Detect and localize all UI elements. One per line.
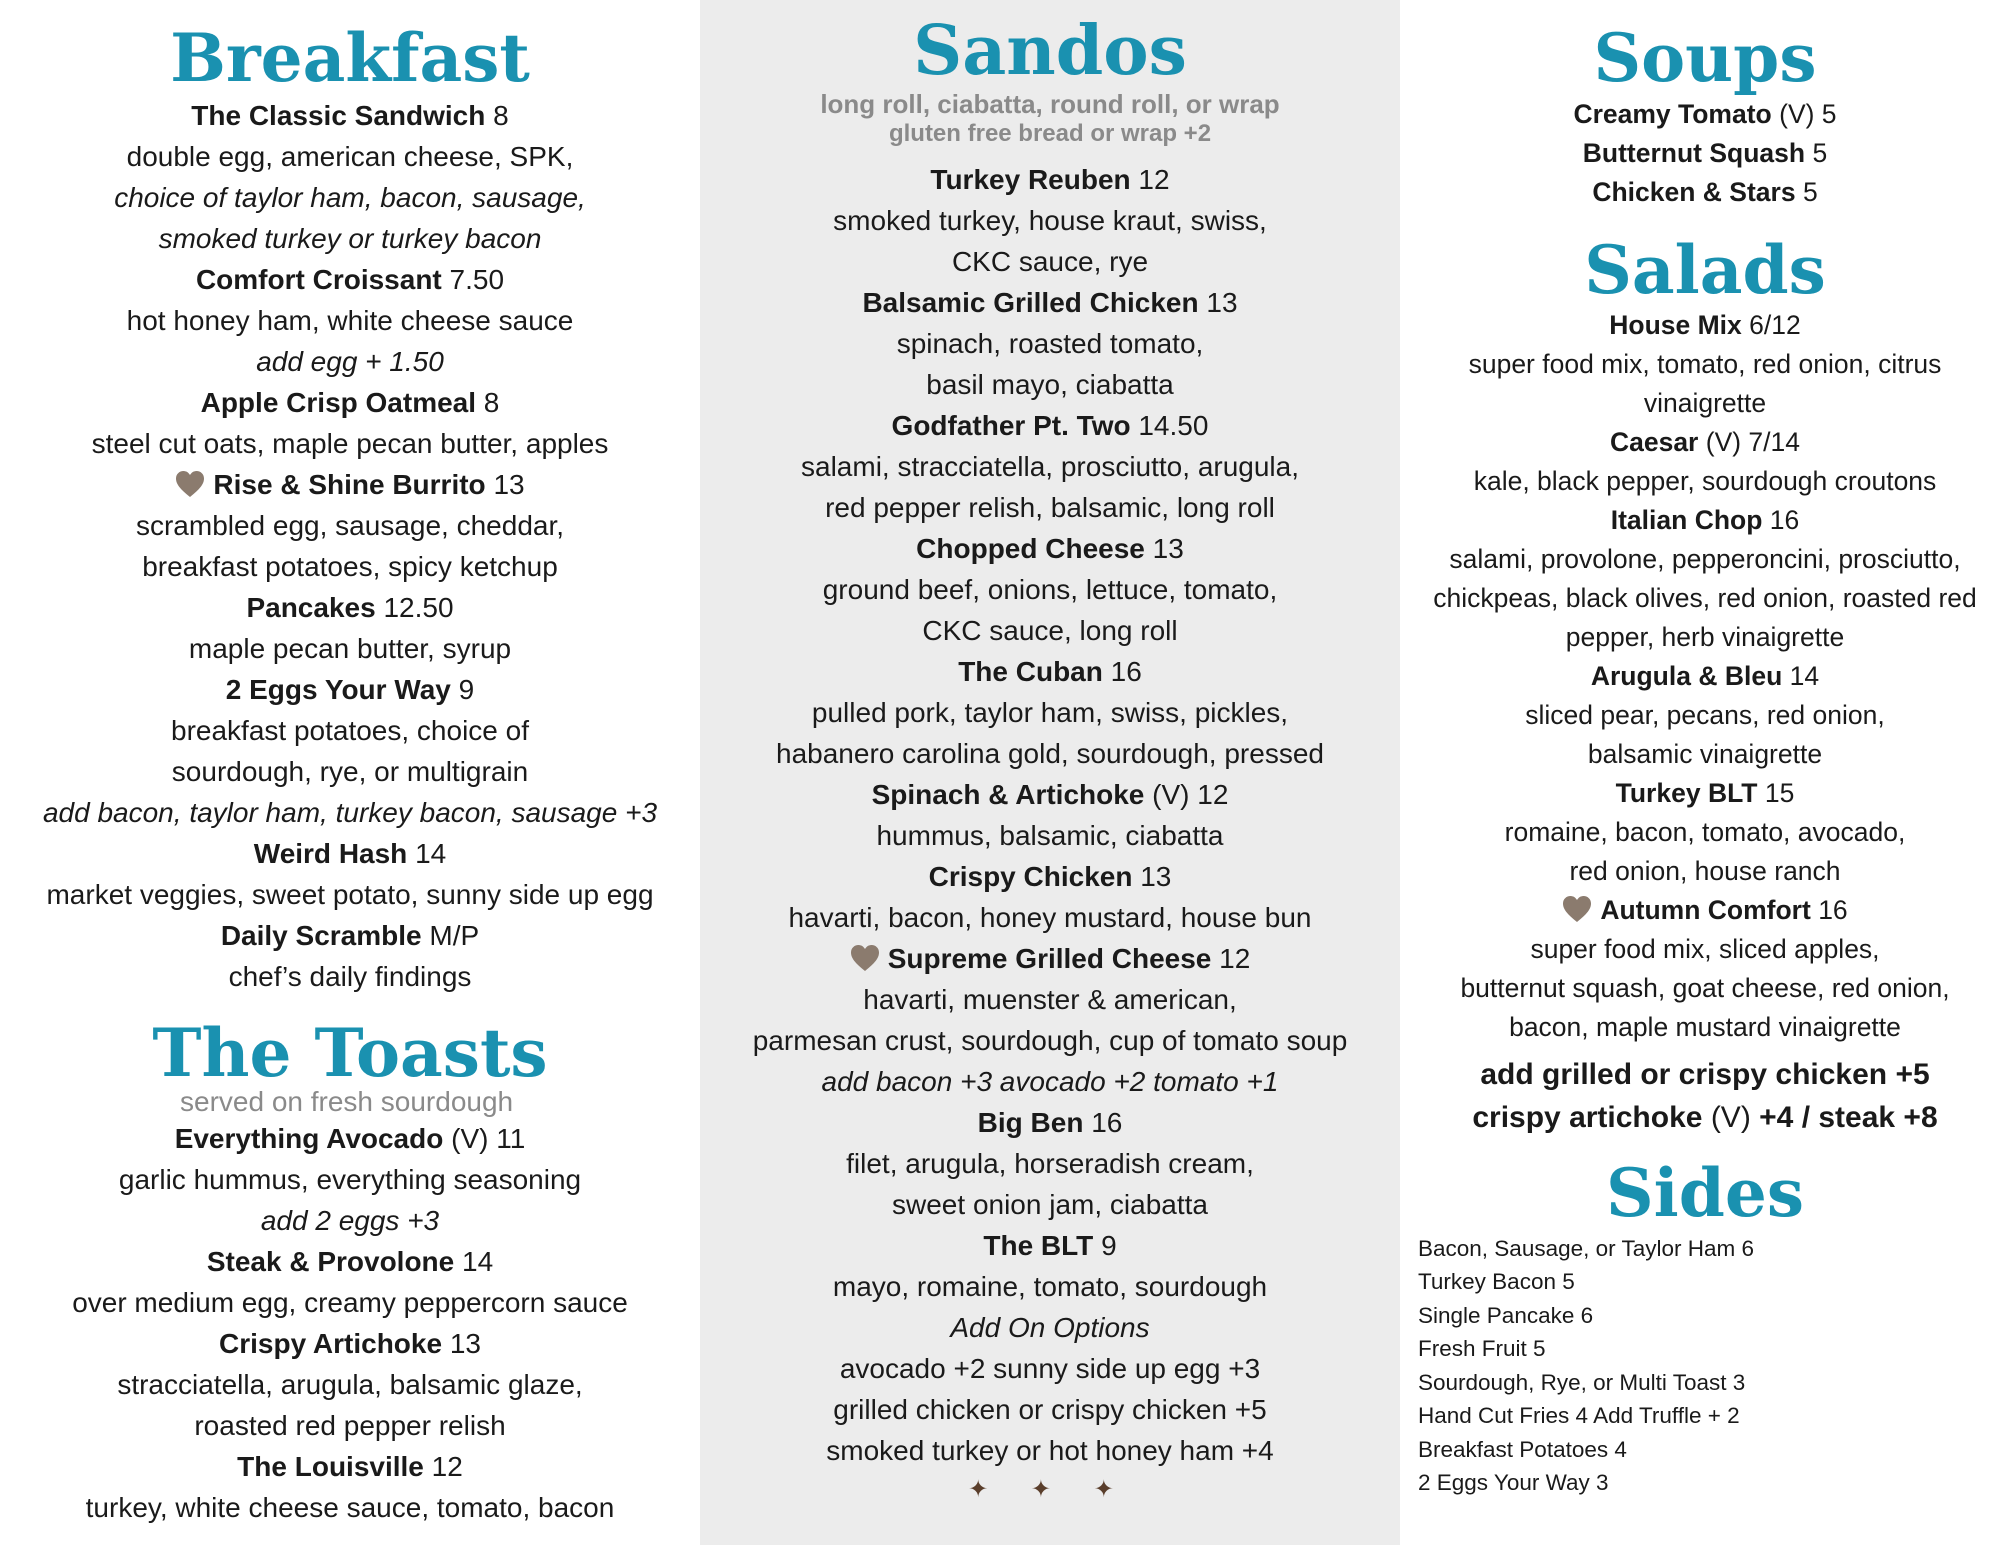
- menu-item-price: (V) 12: [1152, 778, 1229, 810]
- menu-item-description: romaine, bacon, tomato, avocado,: [1504, 817, 1906, 848]
- menu-item-price: 13: [1152, 532, 1184, 564]
- menu-item-name: Crispy Chicken: [928, 860, 1133, 892]
- sandos-gluten-free-note: gluten free bread or wrap +2: [888, 119, 1212, 147]
- menu-item-name: The BLT: [983, 1229, 1094, 1261]
- menu-item-name: Turkey Reuben: [930, 163, 1131, 195]
- menu-item-description: ground beef, onions, lettuce, tomato,: [822, 573, 1278, 605]
- menu-item-description: filet, arugula, horseradish cream,: [846, 1147, 1254, 1179]
- menu-item-price: 12: [1138, 163, 1170, 195]
- menu-item-name: Godfather Pt. Two: [891, 409, 1131, 441]
- menu-item-price: 15: [1764, 778, 1795, 809]
- menu-item-addon: choice of taylor ham, bacon, sausage,: [114, 181, 586, 213]
- menu-item-title: [1410, 423, 2000, 462]
- sandos-list: [710, 159, 1390, 1307]
- menu-item-name: The Classic Sandwich: [191, 99, 486, 131]
- menu-item-name: Pancakes: [246, 591, 376, 623]
- toasts-heading: The Toasts: [152, 1013, 548, 1092]
- menu-item-price: 8: [493, 99, 509, 131]
- menu-item-title: [710, 774, 1390, 815]
- menu-item-name: Creamy Tomato: [1573, 98, 1772, 129]
- menu-item-description: scrambled egg, sausage, cheddar,: [135, 509, 565, 541]
- menu-item-description: sweet onion jam, ciabatta: [892, 1188, 1208, 1220]
- menu-item-description: roasted red pepper relish: [194, 1409, 506, 1441]
- menu-item-name: Chicken & Stars: [1592, 176, 1796, 207]
- menu-item-price: 5: [1802, 176, 1818, 207]
- menu-item-title: [1410, 306, 2000, 345]
- menu-item-title: [10, 259, 690, 300]
- menu-item-title: [710, 651, 1390, 692]
- menu-item-name: Rise & Shine Burrito: [213, 468, 486, 500]
- menu-item-name: Arugula & Bleu: [1590, 661, 1783, 692]
- menu-item-description: hummus, balsamic, ciabatta: [876, 819, 1224, 851]
- menu-item-name: The Louisville: [237, 1450, 424, 1482]
- menu-item-price: 7.50: [449, 263, 505, 295]
- menu-item-title: [1410, 891, 2000, 930]
- menu-item-description: mayo, romaine, tomato, sourdough: [832, 1270, 1268, 1302]
- addons-list: [710, 1348, 1390, 1471]
- menu-item-title: [10, 587, 690, 628]
- toasts-list: [10, 1118, 690, 1528]
- toasts-subtitle: served on fresh sourdough: [180, 1086, 514, 1118]
- sandos-heading: Sandos: [913, 11, 1187, 91]
- sandos-column: [700, 0, 1400, 1545]
- heart-icon: [175, 470, 205, 498]
- menu-item-price: 13: [1140, 860, 1172, 892]
- menu-item-name: 2 Eggs Your Way: [225, 673, 451, 705]
- addon-option: avocado +2 sunny side up egg +3: [839, 1352, 1261, 1384]
- menu-item-title: [10, 833, 690, 874]
- menu-item-price: 14: [1789, 661, 1820, 692]
- addon-option: grilled chicken or crispy chicken +5: [833, 1393, 1267, 1425]
- menu-item-price: 12.50: [383, 591, 454, 623]
- menu-item-price: 16: [1769, 505, 1800, 536]
- menu-item-price: 12: [1219, 942, 1251, 974]
- menu-item-title: [710, 405, 1390, 446]
- menu-item-name: Spinach & Artichoke: [871, 778, 1145, 810]
- decorative-stars-icon: ✦ ✦ ✦: [968, 1475, 1132, 1503]
- sandos-subtitle: long roll, ciabatta, round roll, or wrap: [820, 88, 1280, 119]
- menu-item-price: 16: [1091, 1106, 1123, 1138]
- salads-heading: Salads: [1584, 230, 1826, 309]
- menu-item-title: [10, 1323, 690, 1364]
- menu-item-name: Crispy Artichoke: [219, 1327, 443, 1359]
- menu-item-description: chickpeas, black olives, red onion, roasted red: [1433, 583, 1977, 614]
- menu-item-title: [710, 938, 1390, 979]
- menu-item-description: turkey, white cheese sauce, tomato, bacon: [85, 1491, 615, 1523]
- menu-item-addon: add egg + 1.50: [256, 345, 444, 377]
- menu-item-title: [10, 915, 690, 956]
- menu-item-title: [1410, 501, 2000, 540]
- salads-list: [1410, 306, 2000, 1047]
- menu-item-title: [1410, 95, 2000, 134]
- soups-list: [1410, 95, 2000, 212]
- menu-item-price: (V) 7/14: [1705, 427, 1801, 458]
- soups-heading: Soups: [1593, 19, 1817, 97]
- menu-item-name: Weird Hash: [253, 837, 408, 869]
- menu-item-description: CKC sauce, long roll: [922, 614, 1178, 646]
- menu-item-price: M/P: [429, 919, 480, 951]
- salad-add-chicken: add grilled or crispy chicken +5: [1480, 1058, 1930, 1092]
- menu-item-name: Apple Crisp Oatmeal: [200, 386, 477, 418]
- side-item: Turkey Bacon 5: [1418, 1269, 1575, 1295]
- menu-item-description: market veggies, sweet potato, sunny side up egg: [46, 878, 654, 910]
- menu-item-title: [710, 1225, 1390, 1266]
- menu-item-title: [10, 1118, 690, 1159]
- salad-add-artichoke-label: crispy artichoke: [1472, 1101, 1703, 1135]
- menu-item-title: [10, 1241, 690, 1282]
- menu-item-price: 14: [462, 1245, 494, 1277]
- breakfast-heading: Breakfast: [170, 19, 530, 97]
- menu-item-addon: add bacon +3 avocado +2 tomato +1: [821, 1065, 1279, 1097]
- menu-item-description: havarti, bacon, honey mustard, house bun: [788, 901, 1312, 933]
- menu-item-description: red onion, house ranch: [1569, 856, 1841, 887]
- menu-item-description: stracciatella, arugula, balsamic glaze,: [117, 1368, 583, 1400]
- menu-item-description: bacon, maple mustard vinaigrette: [1509, 1012, 1901, 1043]
- menu-item-title: [1410, 173, 2000, 212]
- menu-item-title: [10, 464, 690, 505]
- menu-item-price: 13: [1206, 286, 1238, 318]
- menu-item-description: vinaigrette: [1643, 388, 1767, 419]
- menu-item-title: [1410, 657, 2000, 696]
- menu-item-price: 16: [1110, 655, 1142, 687]
- menu-item-title: [710, 1102, 1390, 1143]
- menu-item-price: 9: [458, 673, 475, 705]
- menu-item-price: (V) 11: [451, 1122, 526, 1154]
- menu-item-name: Chopped Cheese: [916, 532, 1145, 564]
- side-item: Fresh Fruit 5: [1418, 1336, 1546, 1362]
- menu-item-price: 12: [431, 1450, 463, 1482]
- side-item: Single Pancake 6: [1418, 1302, 1594, 1328]
- menu-item-title: [710, 856, 1390, 897]
- menu-item-description: maple pecan butter, syrup: [188, 632, 512, 664]
- menu-item-description: basil mayo, ciabatta: [926, 368, 1174, 400]
- menu-item-name: The Cuban: [958, 655, 1103, 687]
- heart-icon: [850, 944, 880, 972]
- menu-item-name: Butternut Squash: [1582, 137, 1806, 168]
- menu-item-description: sliced pear, pecans, red onion,: [1525, 700, 1885, 731]
- menu-item-price: 9: [1101, 1229, 1117, 1261]
- side-item: 2 Eggs Your Way 3: [1418, 1470, 1609, 1496]
- menu-item-title: [10, 95, 690, 136]
- menu-item-title: [10, 669, 690, 710]
- menu-item-price: 13: [493, 468, 525, 500]
- menu-item-price: 6/12: [1749, 310, 1801, 341]
- salad-add-artichoke-price: +4 / steak +8: [1759, 1101, 1938, 1135]
- menu-item-price: (V) 5: [1779, 98, 1837, 129]
- menu-item-price: 13: [449, 1327, 481, 1359]
- addon-option: smoked turkey or hot honey ham +4: [826, 1434, 1274, 1466]
- menu-item-name: Autumn Comfort: [1600, 895, 1811, 926]
- menu-item-name: Supreme Grilled Cheese: [887, 942, 1212, 974]
- menu-item-description: red pepper relish, balsamic, long roll: [825, 491, 1275, 523]
- menu-item-addon: add bacon, taylor ham, turkey bacon, sausage +3: [42, 796, 658, 828]
- menu-item-description: breakfast potatoes, choice of: [171, 714, 529, 746]
- menu-item-addon: smoked turkey or turkey bacon: [158, 222, 542, 254]
- menu-item-name: Balsamic Grilled Chicken: [862, 286, 1199, 318]
- menu-item-description: havarti, muenster & american,: [863, 983, 1237, 1015]
- menu-item-description: breakfast potatoes, spicy ketchup: [142, 550, 558, 582]
- breakfast-column: [0, 0, 700, 1545]
- menu-item-title: [10, 382, 690, 423]
- salad-add-artichoke-steak: [1410, 1096, 2000, 1139]
- heart-icon: [1562, 895, 1592, 923]
- menu-item-name: Steak & Provolone: [206, 1245, 455, 1277]
- menu-item-price: 14.50: [1138, 409, 1209, 441]
- menu-item-addon: add 2 eggs +3: [260, 1204, 440, 1236]
- menu-item-description: salami, provolone, pepperoncini, prosciutto,: [1449, 544, 1961, 575]
- menu-item-description: over medium egg, creamy peppercorn sauce: [72, 1286, 628, 1318]
- sides-list: [1410, 1232, 2000, 1500]
- menu-item-description: sourdough, rye, or multigrain: [171, 755, 529, 787]
- menu-item-description: butternut squash, goat cheese, red onion,: [1460, 973, 1950, 1004]
- side-item: Hand Cut Fries 4 Add Truffle + 2: [1418, 1403, 1740, 1429]
- menu-item-price: 14: [415, 837, 447, 869]
- menu-item-description: habanero carolina gold, sourdough, pressed: [776, 737, 1324, 769]
- menu-item-description: smoked turkey, house kraut, swiss,: [833, 204, 1267, 236]
- addon-title: Add On Options: [950, 1311, 1150, 1343]
- menu-item-title: [10, 1446, 690, 1487]
- menu-item-name: Big Ben: [977, 1106, 1084, 1138]
- menu-item-price: 8: [483, 386, 500, 418]
- menu-item-description: double egg, american cheese, SPK,: [126, 140, 574, 172]
- side-item: Bacon, Sausage, or Taylor Ham 6: [1418, 1235, 1755, 1261]
- menu-item-title: [1410, 134, 2000, 173]
- menu-item-description: super food mix, tomato, red onion, citrus: [1468, 349, 1942, 380]
- vegetarian-mark: (V): [1710, 1101, 1751, 1135]
- menu-item-description: parmesan crust, sourdough, cup of tomato soup: [752, 1024, 1348, 1056]
- menu-item-description: CKC sauce, rye: [951, 245, 1149, 277]
- menu-item-description: steel cut oats, maple pecan butter, apples: [91, 427, 609, 459]
- menu-item-name: Everything Avocado: [174, 1122, 444, 1154]
- side-item: Breakfast Potatoes 4: [1418, 1436, 1627, 1462]
- menu-item-description: pulled pork, taylor ham, swiss, pickles,: [811, 696, 1289, 728]
- menu-item-name: Daily Scramble: [220, 919, 422, 951]
- menu-item-title: [710, 159, 1390, 200]
- menu-item-description: garlic hummus, everything seasoning: [118, 1163, 582, 1195]
- menu-item-description: kale, black pepper, sourdough croutons: [1473, 466, 1937, 497]
- menu-item-name: Turkey BLT: [1615, 778, 1758, 809]
- menu-item-title: [710, 528, 1390, 569]
- menu-item-name: Italian Chop: [1610, 505, 1763, 536]
- menu-item-description: hot honey ham, white cheese sauce: [126, 304, 574, 336]
- menu-item-description: salami, stracciatella, prosciutto, arugula,: [801, 450, 1299, 482]
- sides-heading: Sides: [1605, 1154, 1805, 1233]
- menu-item-price: 16: [1818, 895, 1848, 926]
- menu-item-description: spinach, roasted tomato,: [896, 327, 1204, 359]
- menu-item-title: [1410, 774, 2000, 813]
- menu-item-description: super food mix, sliced apples,: [1530, 934, 1880, 965]
- menu-item-name: Caesar: [1609, 427, 1699, 458]
- menu-item-name: Comfort Croissant: [195, 263, 442, 295]
- side-item: Sourdough, Rye, or Multi Toast 3: [1418, 1369, 1746, 1395]
- menu-item-description: balsamic vinaigrette: [1587, 739, 1823, 770]
- breakfast-list: [10, 95, 690, 997]
- menu-item-price: 5: [1812, 137, 1828, 168]
- menu-item-description: pepper, herb vinaigrette: [1565, 622, 1845, 653]
- menu-item-title: [710, 282, 1390, 323]
- soups-salads-column: [1400, 0, 2000, 1545]
- menu-item-name: House Mix: [1609, 310, 1742, 341]
- menu-item-description: chef’s daily findings: [228, 960, 472, 992]
